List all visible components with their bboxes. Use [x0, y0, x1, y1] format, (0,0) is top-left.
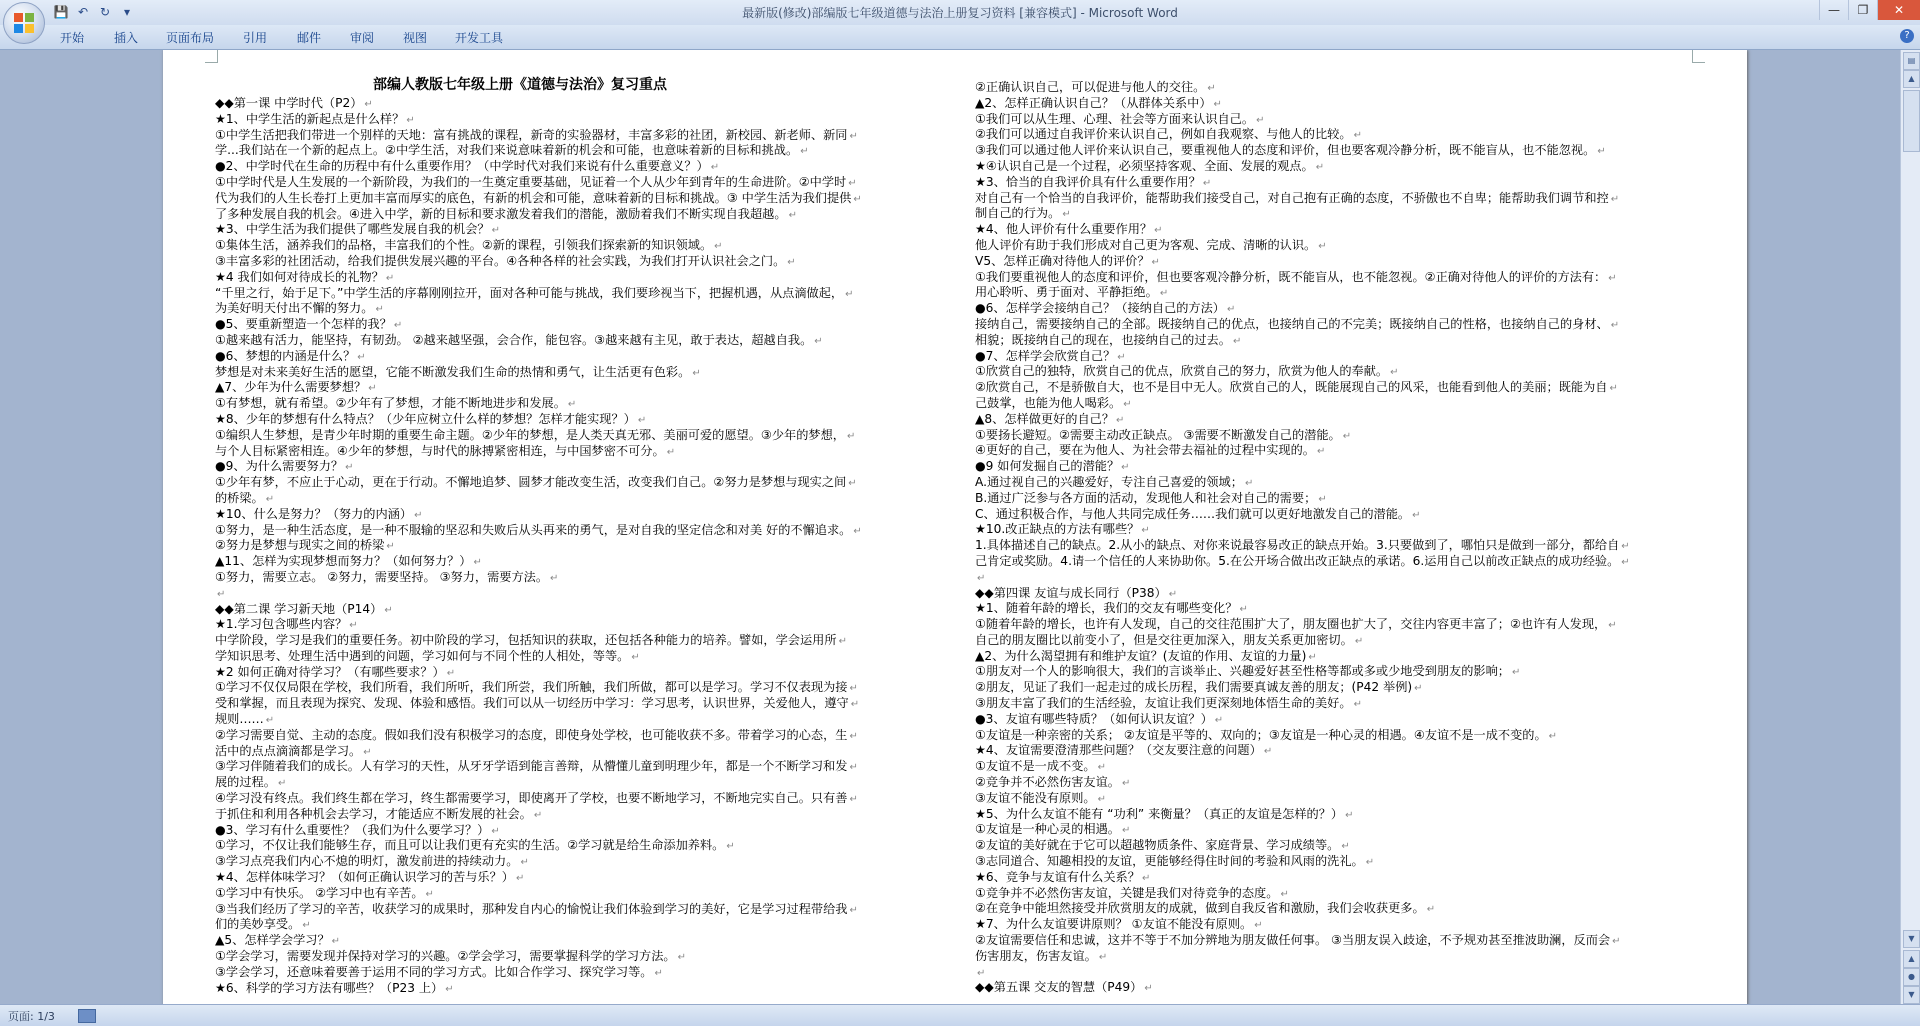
text-line: ★10.改正缺点的方法有哪些？ ↵: [975, 522, 1715, 538]
text-line: ◆◆第五课 交友的智慧（P49） ↵: [975, 980, 1715, 996]
text-line: ▲8、怎样做更好的自己？ ↵: [975, 412, 1715, 428]
text-line: 己鼓掌，也能为他人喝彩。 ↵: [975, 396, 1715, 412]
text-line: A.通过视自己的兴趣爱好，专注自己喜爱的领域； ↵: [975, 475, 1715, 491]
vertical-scrollbar[interactable]: [1900, 50, 1920, 1004]
text-line: ①朋友对一个人的影响很大，我们的言谈举止、兴趣爱好甚至性格等都或多或少地受到朋友的影响； ↵: [975, 664, 1715, 680]
undo-icon[interactable]: ↶: [77, 5, 89, 19]
text-line: ★3、恰当的自我评价具有什么重要作用？ ↵: [975, 175, 1715, 191]
document-area[interactable]: [0, 50, 1900, 1004]
text-line: ②学习需要自觉、主动的态度。假如我们没有积极学习的态度，即使身处学校，也可能收获不多。带着学习的心态，生 ↵: [215, 728, 953, 744]
text-line: 为美好明天付出不懈的努力。 ↵: [215, 301, 953, 317]
text-line: 学知识思考、处理生活中遇到的问题，学习如何与不同个性的人相处，等等。 ↵: [215, 649, 953, 665]
text-line: ★3、中学生活为我们提供了哪些发展自我的机会？ ↵: [215, 222, 953, 238]
text-line: 1.具体描述自己的缺点。2.从小的缺点、对你来说最容易改正的缺点开始。3.只要做到了，哪怕只是做到一部分，都给自 ↵: [975, 538, 1715, 554]
text-line: ★2 如何正确对待学习？（有哪些要求？） ↵: [215, 665, 953, 681]
text-line: ②正确认识自己，可以促进与他人的交往。 ↵: [975, 80, 1715, 96]
text-line: 中学阶段，学习是我们的重要任务。初中阶段的学习，包括知识的获取，还包括各种能力的培养。譬如，学会运用所 ↵: [215, 633, 953, 649]
text-line: ①我们可以从生理、心理、社会等方面来认识自己。 ↵: [975, 112, 1715, 128]
text-line: ①友谊不是一成不变。 ↵: [975, 759, 1715, 775]
text-line: ④学习没有终点。我们终生都在学习，终生都需要学习，即使离开了学校，也要不断地学习，不断地完实自己。只有善 ↵: [215, 791, 953, 807]
text-line: ▲11、怎样为实现梦想而努力？（如何努力？） ↵: [215, 554, 953, 570]
window-title: 最新版(修改)部编版七年级道德与法治上册复习资料 [兼容模式] - Microsoft Word: [742, 6, 1178, 20]
text-line: ①有梦想，就有希望。②少年有了梦想，才能不断地进步和发展。 ↵: [215, 396, 953, 412]
text-line: ③朋友丰富了我们的生活经验，友谊让我们更深刻地体悟生命的美好。 ↵: [975, 696, 1715, 712]
text-line: ▲7、少年为什么需要梦想？ ↵: [215, 380, 953, 396]
text-line: 了多种发展自我的机会。④进入中学，新的目标和要求激发着我们的潜能，激励着我们不断实现自我超越。 ↵: [215, 207, 953, 223]
text-line: ★6、科学的学习方法有哪些？（P23 上） ↵: [215, 981, 953, 997]
text-line: ▲2、怎样正确认识自己？（从群体关系中） ↵: [975, 96, 1715, 112]
margin-mark-icon: [1692, 50, 1705, 63]
text-line: ①越来越有活力，能坚持，有韧劲。 ②越来越坚强，会合作，能包容。③越来越有主见，敢于表达，超越自我。 ↵: [215, 333, 953, 349]
text-line: 代为我们的人生长卷打上更加丰富而厚实的底色，有新的机会和可能，意味着新的目标和挑战。③ 中学生活为我们提供 ↵: [215, 191, 953, 207]
text-line: ●7、怎样学会欣赏自己？ ↵: [975, 349, 1715, 365]
text-line: ①努力，需要立志。 ②努力，需要坚持。 ③努力，需要方法。 ↵: [215, 570, 953, 586]
text-line: ③学习点亮我们内心不熄的明灯，激发前进的持续动力。 ↵: [215, 854, 953, 870]
text-line: 展的过程。 ↵: [215, 775, 953, 791]
help-icon[interactable]: ?: [1900, 29, 1914, 43]
text-line: ③友谊不能没有原则。 ↵: [975, 791, 1715, 807]
text-line: ②友谊的美好就在于它可以超越物质条件、家庭背景、学习成绩等。 ↵: [975, 838, 1715, 854]
tab-page-layout[interactable]: 页面布局: [166, 31, 215, 45]
scroll-thumb[interactable]: [1903, 90, 1920, 152]
text-line: 接纳自己，需要接纳自己的全部。既接纳自己的优点，也接纳自己的不完美；既接纳自己的性格，也接纳自己的身材、 ↵: [975, 317, 1715, 333]
status-bar: [0, 1004, 1920, 1026]
tab-developer[interactable]: 开发工具: [455, 31, 504, 45]
text-line: ★7、为什么友谊要讲原则？ ①友谊不能没有原则。 ↵: [975, 917, 1715, 933]
save-icon[interactable]: 💾: [53, 5, 69, 19]
text-line: ★1.学习包含哪些内容？ ↵: [215, 617, 953, 633]
text-line: C、通过积极合作，与他人共同完成任务……我们就可以更好地激发自己的潜能。 ↵: [975, 507, 1715, 523]
text-line: ●3、友谊有哪些特质？（如何认识友谊？） ↵: [975, 712, 1715, 728]
text-line: ②我们可以通过自我评价来认识自己，例如自我观察、与他人的比较。 ↵: [975, 127, 1715, 143]
tab-review[interactable]: 审阅: [350, 31, 375, 45]
text-line: ①要扬长避短。②需要主动改正缺点。 ③需要不断激发自己的潜能。 ↵: [975, 428, 1715, 444]
text-line: [975, 570, 1715, 586]
text-line: ②朋友，见证了我们一起走过的成长历程，我们需要真诚友善的朋友；(P42 举例) ↵: [975, 680, 1715, 696]
minimize-button[interactable]: —: [1819, 0, 1848, 20]
text-line: 受和掌握，而且表现为探究、发现、体验和感悟。我们可以从一切经历中学习：学习思考，认识世界，关爱他人，遵守 ↵: [215, 696, 953, 712]
redo-icon[interactable]: ↻: [99, 5, 111, 19]
text-line: ◆◆第二课 学习新天地（P14） ↵: [215, 602, 953, 618]
text-line: ●3、学习有什么重要性？（我们为什么要学习？） ↵: [215, 823, 953, 839]
text-line: ①努力，是一种生活态度，是一种不服输的坚忍和失败后从头再来的勇气，是对自我的坚定信念和对美 好的不懈追求。 ↵: [215, 523, 953, 539]
text-line: 的桥梁。 ↵: [215, 491, 953, 507]
text-line: [975, 965, 1715, 981]
text-line: ①中学生活把我们带进一个别样的天地：富有挑战的课程，新奇的实验器材，丰富多彩的社团，新校园、新老师、新同 ↵: [215, 128, 953, 144]
text-line: ①欣赏自己的独特，欣赏自己的优点，欣赏自己的努力，欣赏为他人的奉献。 ↵: [975, 364, 1715, 380]
text-line: ①友谊是一种亲密的关系； ②友谊是平等的、双向的；③友谊是一种心灵的相遇。④友谊不是一成不变的。 ↵: [975, 728, 1715, 744]
text-line: ①竞争并不必然伤害友谊，关键是我们对待竞争的态度。 ↵: [975, 886, 1715, 902]
ruler-toggle-icon[interactable]: ▤: [1903, 52, 1920, 70]
text-line: 自己的朋友圈比以前变小了，但是交往更加深入，朋友关系更加密切。 ↵: [975, 633, 1715, 649]
document-title: 部编人教版七年级上册《道德与法治》复习重点: [373, 77, 667, 93]
tab-home[interactable]: 开始: [60, 31, 85, 45]
text-line: B.通过广泛参与各方面的活动，发现他人和社会对自己的需要； ↵: [975, 491, 1715, 507]
text-line: ★4、友谊需要澄清那些问题？（交友要注意的问题） ↵: [975, 743, 1715, 759]
text-line: ③丰富多彩的社团活动，给我们提供发展兴趣的平台。④各种各样的社会实践，为我们打开认识社会之门。 ↵: [215, 254, 953, 270]
text-line: ①随着年龄的增长，也许有人发现，自己的交往范围扩大了，朋友圈也扩大了，交往内容更丰富了；②也许有人发现， ↵: [975, 617, 1715, 633]
text-line: ①学习，不仅让我们能够生存，而且可以让我们更有充实的生活。②学习就是给生命添加养料。 ↵: [215, 838, 953, 854]
text-line: ●5、要重新塑造一个怎样的我？ ↵: [215, 317, 953, 333]
text-line: ②友谊需要信任和忠诚，这并不等于不加分辨地为朋友做任何事。 ③当朋友误入歧途，不予规劝甚至推波助澜，反而会 ↵: [975, 933, 1715, 949]
window-controls: [1819, 0, 1920, 20]
tab-view[interactable]: 视图: [403, 31, 428, 45]
ribbon-tab-bar: [0, 25, 1920, 50]
previous-page-icon[interactable]: ▲: [1903, 950, 1920, 968]
scroll-down-icon[interactable]: ▼: [1903, 930, 1920, 948]
text-line: ③我们可以通过他人评价来认识自己，要重视他人的态度和评价，但也要客观冷静分析，既不能盲从，也不能忽视。 ↵: [975, 143, 1715, 159]
text-line: 活中的点点滴滴都是学习。 ↵: [215, 744, 953, 760]
proofing-icon[interactable]: [78, 1009, 96, 1023]
text-line: “千里之行，始于足下。”中学生活的序幕刚刚拉开，面对各种可能与挑战，我们要珍视当下，把握机遇，从点滴做起， ↵: [215, 286, 953, 302]
tab-mailings[interactable]: 邮件: [297, 31, 322, 45]
close-button[interactable]: ✕: [1877, 0, 1920, 20]
text-line: ③学会学习，还意味着要善于运用不同的学习方式。比如合作学习、探究学习等。 ↵: [215, 965, 953, 981]
text-line: ②欣赏自己，不是骄傲自大，也不是目中无人。欣赏自己的人，既能展现自己的风采，也能看到他人的美丽；既能为自 ↵: [975, 380, 1715, 396]
text-line: ●6、怎样学会接纳自己？（接纳自己的方法） ↵: [975, 301, 1715, 317]
text-line: 们的美妙享受。 ↵: [215, 917, 953, 933]
text-line: ★4 我们如何对待成长的礼物？ ↵: [215, 270, 953, 286]
text-line: ★6、竞争与友谊有什么关系？ ↵: [975, 870, 1715, 886]
office-button[interactable]: [3, 2, 45, 44]
text-line: ◆◆第一课 中学时代（P2） ↵: [215, 96, 953, 112]
select-browse-object-icon[interactable]: ●: [1903, 968, 1920, 986]
next-page-icon[interactable]: ▼: [1903, 986, 1920, 1004]
text-line: 制自己的行为。 ↵: [975, 206, 1715, 222]
text-line: 学...我们站在一个新的起点上。②中学生活，对我们来说意味着新的机会和可能，也意味着新的目标和挑战。 ↵: [215, 143, 953, 159]
text-line: 规则…… ↵: [215, 712, 953, 728]
text-line: ①编织人生梦想，是青少年时期的重要生命主题。②少年的梦想，是人类天真无邪、美丽可爱的愿望。③少年的梦想， ↵: [215, 428, 953, 444]
text-line: ②在竞争中能坦然接受并欣赏朋友的成就，做到自我反省和激励，我们会收获更多。 ↵: [975, 901, 1715, 917]
text-line: V5、怎样正确对待他人的评价？ ↵: [975, 254, 1715, 270]
document-page[interactable]: [163, 50, 1747, 1004]
text-line: ▲5、怎样学会学习？ ↵: [215, 933, 953, 949]
text-line: 己肯定或奖励。4.请一个信任的人来协助你。5.在公开场合做出改正缺点的承诺。6.运用自己以前改正缺点的成功经验。 ↵: [975, 554, 1715, 570]
text-line: [215, 586, 953, 602]
text-line: ●6、梦想的内涵是什么？ ↵: [215, 349, 953, 365]
text-line: ★10、什么是努力？（努力的内涵） ↵: [215, 507, 953, 523]
text-line: 与个人目标紧密相连。④少年的梦想，与时代的脉搏紧密相连，与中国梦密不可分。 ↵: [215, 444, 953, 460]
text-line: ①集体生活，涵养我们的品格，丰富我们的个性。②新的课程，引领我们探索新的知识领域。 ↵: [215, 238, 953, 254]
text-line: 相貌；既接纳自己的现在，也接纳自己的过去。 ↵: [975, 333, 1715, 349]
text-line: ①学会学习，需要发现并保持对学习的兴趣。②学会学习，需要掌握科学的学习方法。 ↵: [215, 949, 953, 965]
text-line: 用心聆听、勇于面对、平静拒绝。 ↵: [975, 285, 1715, 301]
text-line: 伤害朋友，伤害友谊。 ↵: [975, 949, 1715, 965]
text-line: ●2、中学时代在生命的历程中有什么重要作用？（中学时代对我们来说有什么重要意义？） ↵: [215, 159, 953, 175]
text-line: ★4、怎样体味学习？（如何正确认识学习的苦与乐？） ↵: [215, 870, 953, 886]
office-logo-icon: [14, 13, 34, 33]
text-line: ◆◆第四课 友谊与成长同行（P38） ↵: [975, 586, 1715, 602]
page-count-status[interactable]: 页面: 1/3: [8, 1010, 55, 1023]
text-line: ★8、少年的梦想有什么特点？（少年应树立什么样的梦想？怎样才能实现？） ↵: [215, 412, 953, 428]
right-column: [975, 80, 1715, 996]
text-line: 于抓住和利用各种机会去学习，才能适应不断发展的社会。 ↵: [215, 807, 953, 823]
text-line: ①友谊是一种心灵的相遇。 ↵: [975, 822, 1715, 838]
text-line: ●9 如何发掘自己的潜能？ ↵: [975, 459, 1715, 475]
text-line: ③学习伴随着我们的成长。人有学习的天性，从牙牙学语到能言善辩，从懵懂儿童到明理少年，都是一个不断学习和发 ↵: [215, 759, 953, 775]
text-line: ②竞争并不必然伤害友谊。 ↵: [975, 775, 1715, 791]
text-line: ①中学时代是人生发展的一个新阶段，为我们的一生奠定重要基础，见证着一个人从少年到青年的生命进阶。②中学时 ↵: [215, 175, 953, 191]
left-column: [215, 96, 953, 996]
text-line: ②努力是梦想与现实之间的桥梁 ↵: [215, 538, 953, 554]
text-line: ★5、为什么友谊不能有 “功利” 来衡量？（真正的友谊是怎样的？） ↵: [975, 807, 1715, 823]
text-line: ③当我们经历了学习的辛苦，收获学习的成果时，那种发自内心的愉悦让我们体验到学习的美好，它是学习过程带给我 ↵: [215, 902, 953, 918]
text-line: ★④认识自己是一个过程，必须坚持客观、全面、发展的观点。 ↵: [975, 159, 1715, 175]
margin-mark-icon: [205, 50, 218, 63]
text-line: ①学习不仅仅局限在学校，我们所看，我们所听，我们所尝，我们所触，我们所做，都可以是学习。学习不仅表现为接 ↵: [215, 680, 953, 696]
text-line: ④更好的自己，要在为他人、为社会带去福祉的过程中实现的。 ↵: [975, 443, 1715, 459]
maximize-button[interactable]: ❐: [1848, 0, 1877, 20]
text-line: ①我们要重视他人的态度和评价，但也要客观冷静分析，既不能盲从，也不能忽视。②正确对待他人的评价的方法有： ↵: [975, 270, 1715, 286]
text-line: ①学习中有快乐。 ②学习中也有辛苦。 ↵: [215, 886, 953, 902]
text-line: 他人评价有助于我们形成对自己更为客观、完成、清晰的认识。 ↵: [975, 238, 1715, 254]
text-line: 梦想是对未来美好生活的愿望，它能不断激发我们生命的热情和勇气，让生活更有色彩。 ↵: [215, 365, 953, 381]
text-line: ▲2、为什么渴望拥有和维护友谊？(友谊的作用、友谊的力量) ↵: [975, 649, 1715, 665]
text-line: ①少年有梦，不应止于心动，更在于行动。不懈地追梦、圆梦才能改变生活，改变我们自己。②努力是梦想与现实之间 ↵: [215, 475, 953, 491]
customize-icon[interactable]: ▾: [123, 5, 131, 19]
text-line: 对自己有一个恰当的自我评价，能帮助我们接受自己，对自己抱有正确的态度，不骄傲也不自卑；能帮助我们调节和控 ↵: [975, 191, 1715, 207]
text-line: ③志同道合、知趣相投的友谊，更能够经得住时间的考验和风雨的洗礼。 ↵: [975, 854, 1715, 870]
title-bar: [0, 0, 1920, 25]
text-line: ●9、为什么需要努力？ ↵: [215, 459, 953, 475]
text-line: ★4、他人评价有什么重要作用？ ↵: [975, 222, 1715, 238]
tab-insert[interactable]: 插入: [114, 31, 139, 45]
scroll-up-icon[interactable]: ▲: [1903, 70, 1920, 88]
tab-references[interactable]: 引用: [243, 31, 268, 45]
text-line: ★1、随着年龄的增长，我们的交友有哪些变化？ ↵: [975, 601, 1715, 617]
text-line: ★1、中学生活的新起点是什么样？ ↵: [215, 112, 953, 128]
